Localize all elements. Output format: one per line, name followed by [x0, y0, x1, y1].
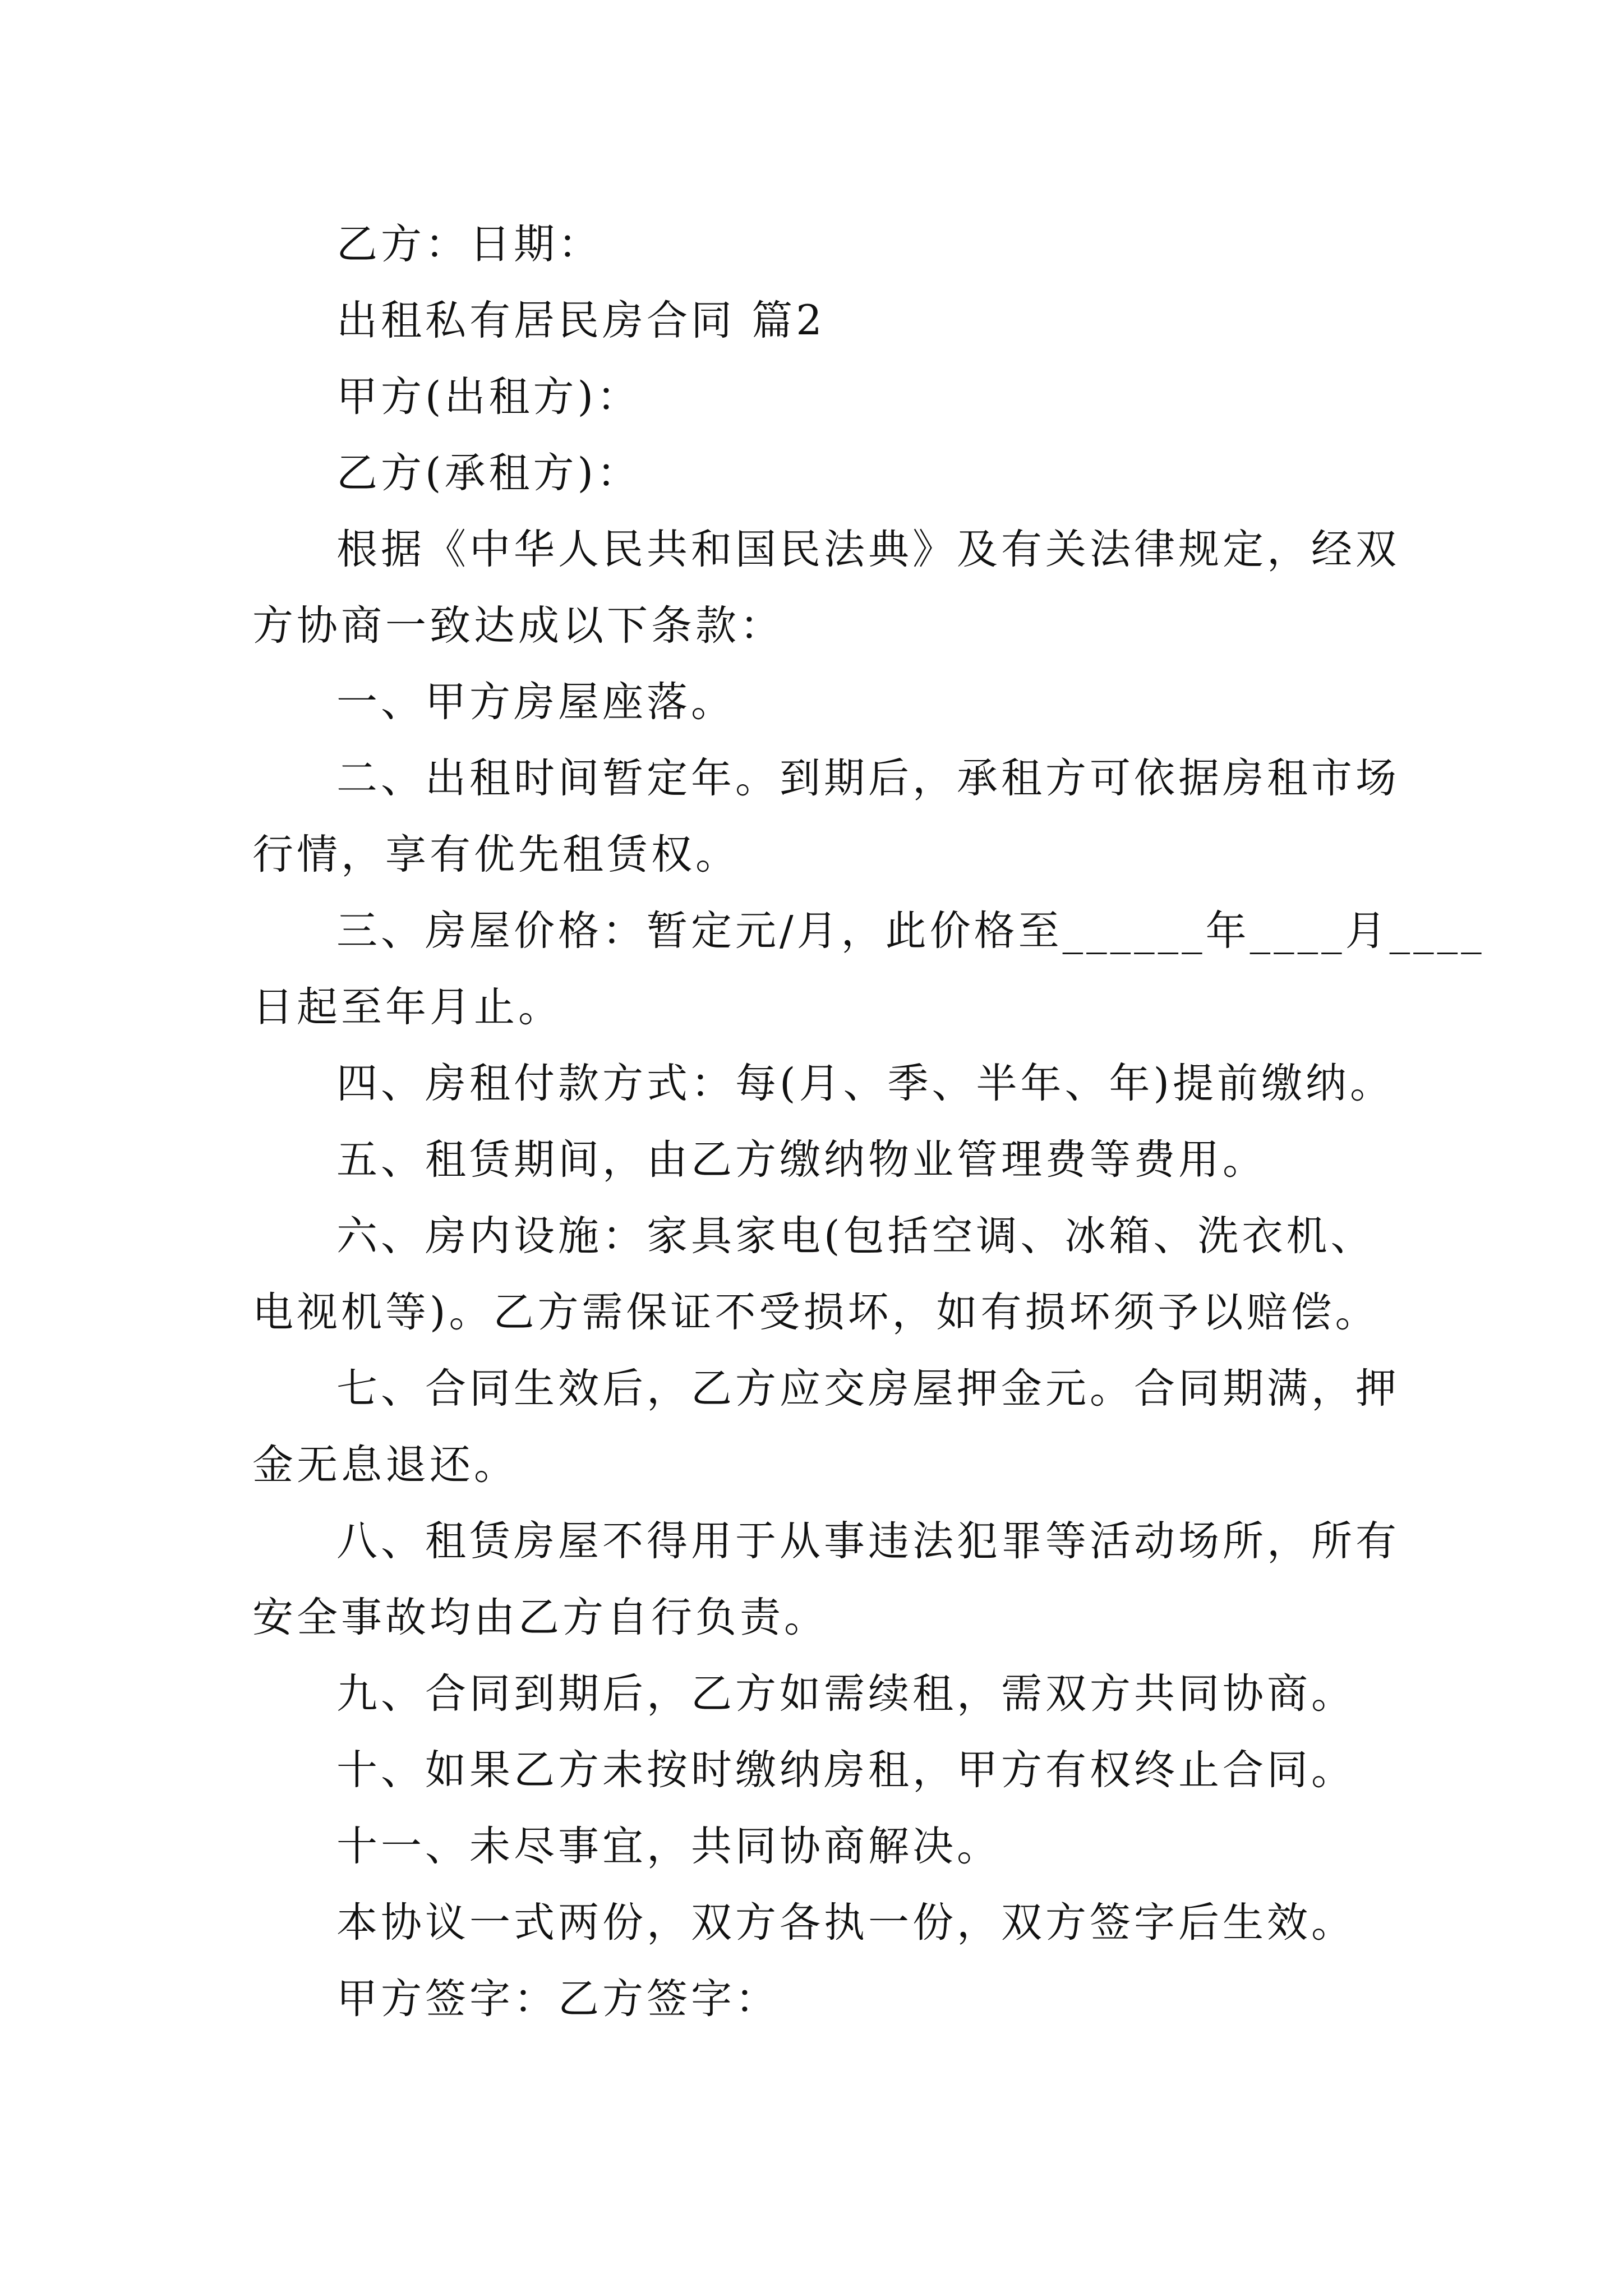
agreement-copies-line: 本协议一式两份，双方各执一份，双方签字后生效。	[336, 1899, 1355, 1947]
clause-10: 十、如果乙方未按时缴纳房租，甲方有权终止合同。	[336, 1746, 1355, 1794]
clause-6-line-1: 六、房内设施：家具家电(包括空调、冰箱、洗衣机、	[336, 1212, 1375, 1260]
clause-2-line-1: 二、出租时间暂定年。到期后，承租方可依据房租市场	[336, 754, 1400, 802]
clause-7-line-2: 金无息退还。	[252, 1441, 518, 1489]
clause-3-line-1: 三、房屋价格：暂定元/月，此价格至______年____月____	[336, 907, 1485, 955]
clause-1: 一、甲方房屋座落。	[336, 678, 735, 726]
clause-5: 五、租赁期间，由乙方缴纳物业管理费等费用。	[336, 1136, 1267, 1184]
clause-9: 九、合同到期后，乙方如需续租，需双方共同协商。	[336, 1670, 1355, 1718]
preamble-line-2: 方协商一致达成以下条款：	[252, 602, 784, 650]
clause-7-line-1: 七、合同生效后，乙方应交房屋押金元。合同期满，押	[336, 1365, 1400, 1412]
clause-6-line-2: 电视机等)。乙方需保证不受损坏，如有损坏须予以赔偿。	[252, 1289, 1380, 1336]
party-a-lessor: 甲方(出租方)：	[336, 373, 641, 421]
signature-line: 甲方签字：乙方签字：	[336, 1975, 780, 2023]
party-b-lessee: 乙方(承租方)：	[336, 449, 641, 497]
clause-8-line-2: 安全事故均由乙方自行负责。	[252, 1594, 828, 1641]
clause-8-line-1: 八、租赁房屋不得用于从事违法犯罪等活动场所，所有	[336, 1517, 1400, 1565]
party-b-date-line: 乙方：日期：	[336, 220, 602, 268]
preamble-line-1: 根据《中华人民共和国民法典》及有关法律规定，经双	[336, 526, 1400, 573]
clause-11: 十一、未尽事宜，共同协商解决。	[336, 1823, 1001, 1870]
clause-2-line-2: 行情，享有优先租赁权。	[252, 831, 740, 878]
contract-title: 出租私有居民房合同 篇2	[336, 297, 826, 344]
clause-4: 四、房租付款方式：每(月、季、半年、年)提前缴纳。	[336, 1060, 1394, 1107]
clause-3-line-2: 日起至年月止。	[252, 983, 562, 1031]
